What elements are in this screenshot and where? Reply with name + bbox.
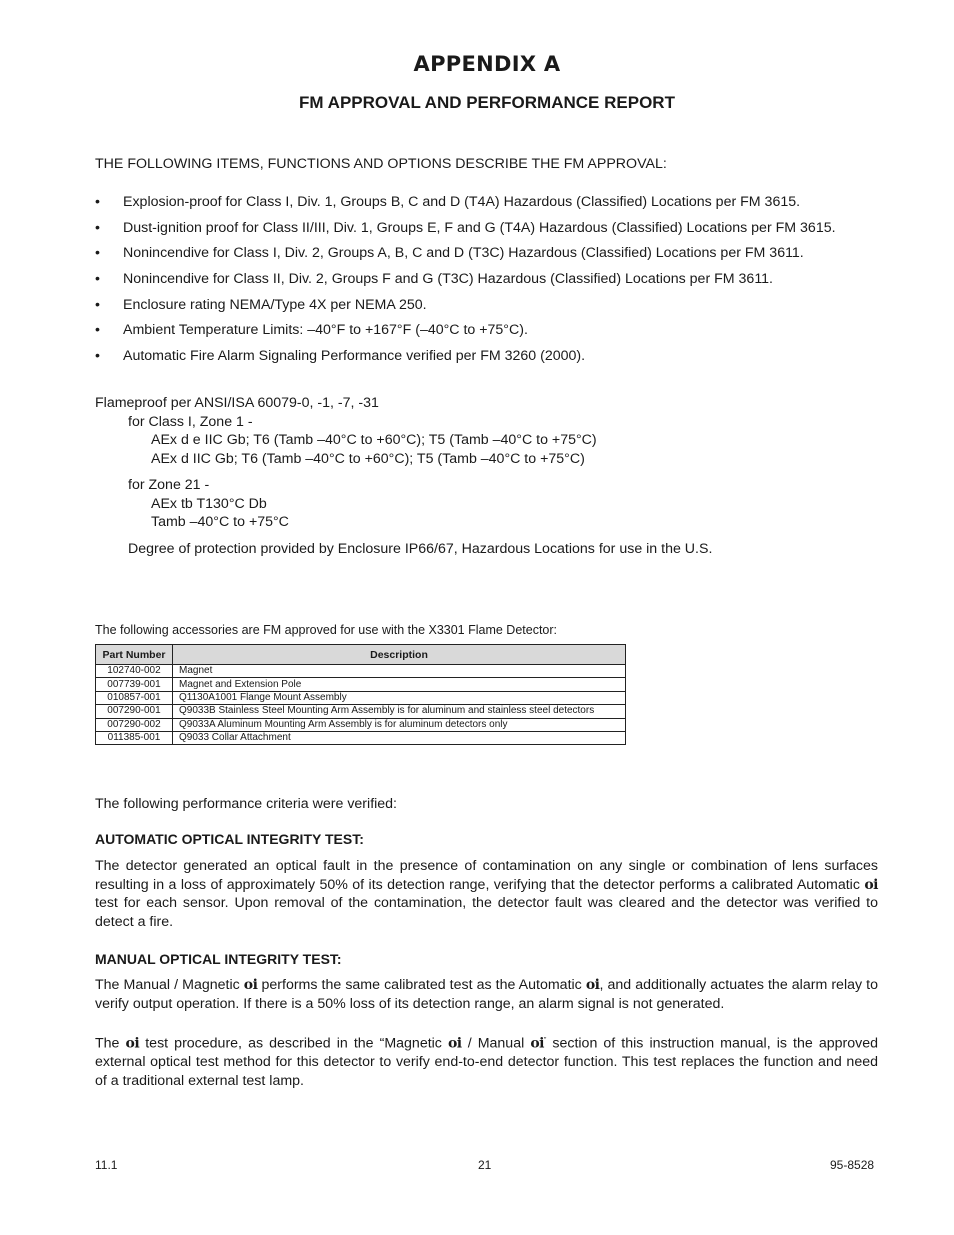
oi-symbol: oi	[243, 977, 258, 993]
manual-test-paragraph-2: The oi test procedure, as described in the “Magnetic oi / Manual oi” section of this instruction manual, is the approved external optical test method for this detector to verify end-to-end detector function. This test replaces the function and need of a traditional external test lamp.	[95, 1035, 878, 1089]
table-row	[96, 718, 626, 731]
zone1-rating-b: AEx d IIC Gb; T6 (Tamb –40°C to +60°C); T5 (Tamb –40°C to +75°C)	[151, 450, 585, 467]
oi-symbol: oi	[864, 876, 878, 893]
zone21-label: for Zone 21 -	[128, 477, 210, 493]
manual-test-heading: MANUAL OPTICAL INTEGRITY TEST:	[95, 951, 342, 967]
table-row	[96, 691, 626, 704]
part-number-cell: 007739-001	[96, 678, 173, 691]
oi-symbol: oi	[125, 1035, 140, 1052]
oi-symbol: oi	[447, 1035, 462, 1052]
auto-test-heading: AUTOMATIC OPTICAL INTEGRITY TEST:	[95, 831, 364, 847]
description-cell: Magnet	[173, 665, 626, 678]
list-item: • Enclosure rating NEMA/Type 4X per NEMA 250.	[95, 296, 427, 313]
table-header-row	[96, 645, 626, 665]
oi-symbol: oi	[530, 1035, 544, 1052]
part-number-cell: 102740-002	[96, 665, 173, 678]
table-row	[96, 678, 626, 691]
list-item: • Automatic Fire Alarm Signaling Performance verified per FM 3260 (2000).	[95, 348, 586, 365]
accessories-table	[95, 644, 626, 745]
list-item: • Dust-ignition proof for Class II/III, Div. 1, Groups E, F and G (T4A) Hazardous (Classified) Locations per FM 3615.	[95, 219, 836, 236]
part-number-cell: 007290-002	[96, 718, 173, 731]
approval-list	[95, 193, 885, 373]
page-title: APPENDIX A	[413, 52, 561, 76]
column-header-part-number: Part Number	[96, 645, 173, 665]
list-item: • Nonincendive for Class II, Div. 2, Groups F and G (T3C) Hazardous (Classified) Locations per FM 3611.	[95, 271, 773, 288]
accessories-intro: The following accessories are FM approved for use with the X3301 Flame Detector:	[95, 623, 558, 637]
zone21-rating-a: AEx tb T130°C Db	[151, 495, 267, 512]
footer-revision: 11.1	[95, 1158, 118, 1172]
manual-test-paragraph-1: The Manual / Magnetic oi performs the same calibrated test as the Automatic oi, and additionally actuates the alarm relay to verify output operation. If there is a 50% loss of its detection range, an alarm signal is not generated.	[95, 977, 878, 1012]
auto-test-paragraph: The detector generated an optical fault in the presence of contamination on any single or combination of lens surfaces resulting in a loss of approximately 50% of its detection range, verifying that the detector performs a calibrated Automatic oi test for each sensor. Upon removal of the contamination, the detector fault was cleared and the detector was verified to detect a fire.	[95, 858, 878, 930]
protection-statement: Degree of protection provided by Enclosure IP66/67, Hazardous Locations for use in the U.S.	[128, 540, 713, 557]
part-number-cell: 011385-001	[96, 731, 173, 744]
footer-document-number: 95-8528	[830, 1158, 875, 1172]
column-header-description: Description	[173, 645, 626, 665]
list-item: • Ambient Temperature Limits: –40°F to +167°F (–40°C to +75°C).	[95, 322, 528, 339]
table-row	[96, 665, 626, 678]
description-cell: Q9033 Collar Attachment	[173, 731, 626, 744]
flameproof-section	[95, 394, 712, 558]
part-number-cell: 007290-001	[96, 705, 173, 718]
approval-intro: THE FOLLOWING ITEMS, FUNCTIONS AND OPTIONS DESCRIBE THE FM APPROVAL:	[95, 156, 667, 172]
zone21-rating-b: Tamb –40°C to +75°C	[151, 514, 289, 530]
zone1-rating-a: AEx d e IIC Gb; T6 (Tamb –40°C to +60°C); T5 (Tamb –40°C to +75°C)	[151, 432, 597, 448]
footer-page-number: 21	[478, 1158, 492, 1172]
description-cell: Q9033B Stainless Steel Mounting Arm Assembly is for aluminum and stainless steel detectors	[173, 705, 626, 718]
list-item: • Explosion-proof for Class I, Div. 1, Groups B, C and D (T4A) Hazardous (Classified) Locations per FM 3615.	[95, 194, 801, 210]
oi-symbol: oi	[585, 977, 600, 993]
description-cell: Magnet and Extension Pole	[173, 678, 626, 691]
part-number-cell: 010857-001	[96, 691, 173, 704]
table-row	[96, 731, 626, 744]
flameproof-standard: Flameproof per ANSI/ISA 60079-0, -1, -7, -31	[95, 395, 379, 411]
performance-intro: The following performance criteria were verified:	[95, 796, 398, 812]
description-cell: Q9033A Aluminum Mounting Arm Assembly is for aluminum detectors only	[173, 718, 626, 731]
table-row	[96, 705, 626, 718]
zone1-label: for Class I, Zone 1 -	[128, 413, 253, 430]
description-cell: Q1130A1001 Flange Mount Assembly	[173, 691, 626, 704]
page-subtitle: FM APPROVAL AND PERFORMANCE REPORT	[299, 93, 675, 112]
list-item: • Nonincendive for Class I, Div. 2, Groups A, B, C and D (T3C) Hazardous (Classified) Locations per FM 3611.	[95, 245, 804, 262]
